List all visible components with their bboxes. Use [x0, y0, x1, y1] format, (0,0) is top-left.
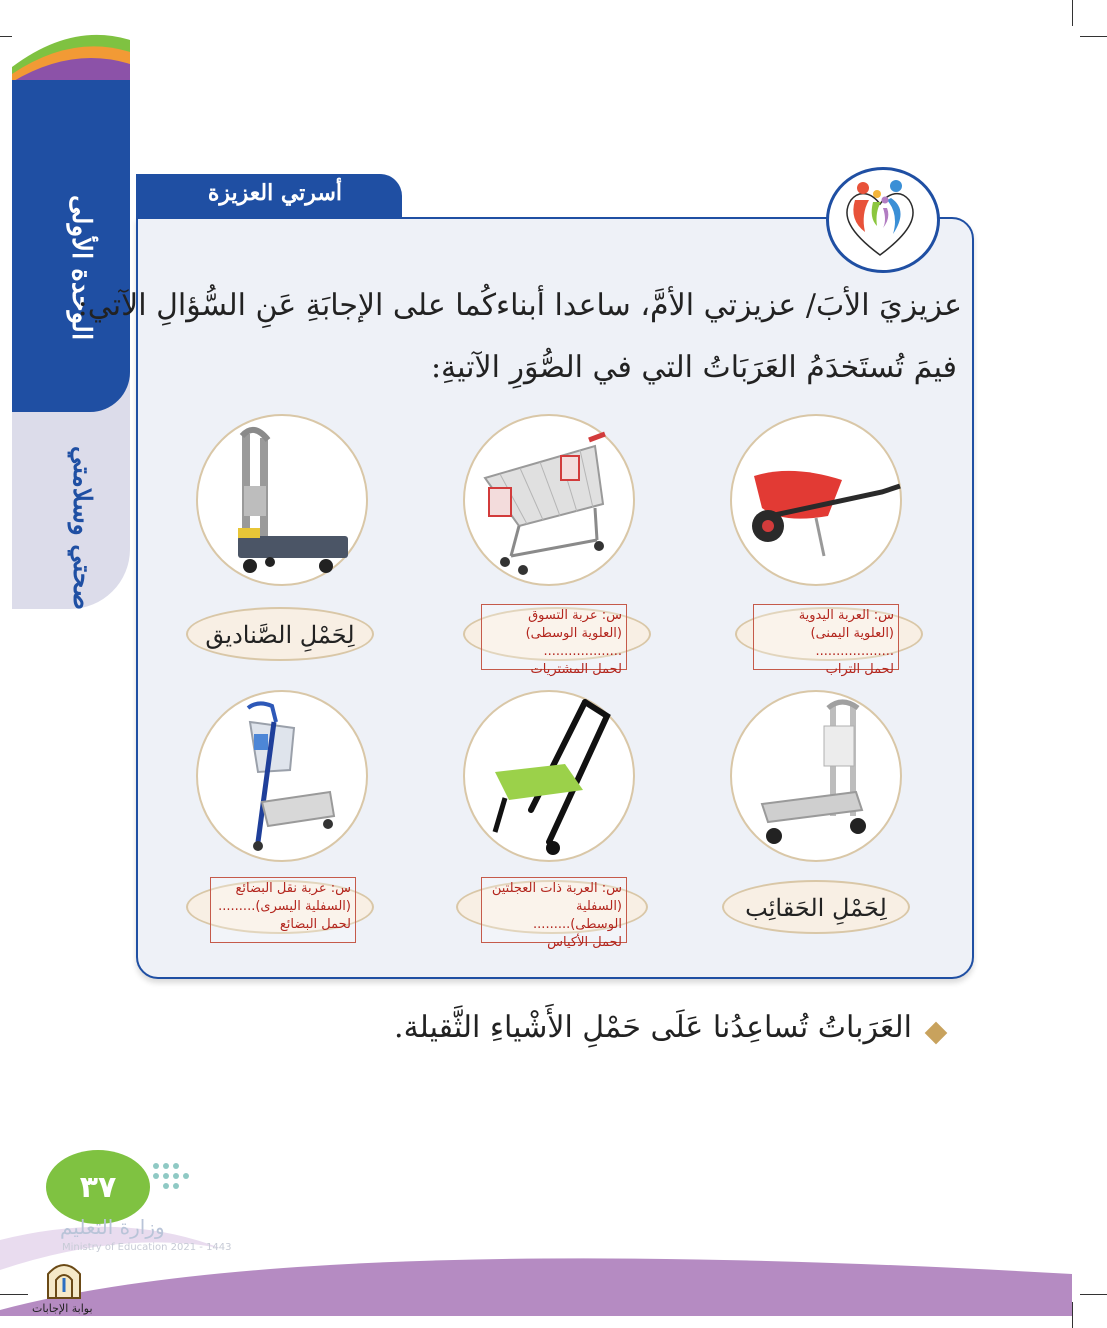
theme-label: صحتي وسلامتي [68, 445, 97, 610]
answer-question: س: العربة ذات العجلتين [491, 881, 622, 896]
answer-box [210, 877, 356, 943]
unit-label: الوحدة الأولى [66, 194, 96, 340]
page-number-bubble [46, 1150, 150, 1224]
ministry-year: 2021 - 1443 [170, 1242, 232, 1253]
answer-question: س: عربة التسوق (العلوية الوسطى) [525, 608, 622, 641]
item-label: لِحَمْلِ الحَقائِب [745, 894, 887, 922]
answer-box [481, 604, 627, 677]
shopping-cart-image [463, 414, 635, 586]
activity-panel [136, 217, 974, 979]
answer-dots: (السفلية الوسطى)......... [533, 899, 622, 932]
answer-dots: (السفلية اليسرى)......... [218, 899, 351, 914]
ministry-dots-icon [150, 1160, 190, 1196]
summary-note: العَرَباتُ تُساعِدُنا عَلَى حَمْلِ الأَشْياءِ الثَّقيلة. [394, 1010, 912, 1045]
wheelbarrow-image [730, 414, 902, 586]
ministry-english: Ministry of Education [62, 1242, 168, 1253]
portal-logo-icon [44, 1256, 84, 1300]
family-icon [826, 167, 940, 273]
answer-box [753, 604, 899, 677]
answer-text: لحمل البضائع [279, 917, 351, 932]
section-title: أسرتي العزيزة [207, 180, 342, 206]
label-oval [186, 607, 374, 661]
ministry-subtitle [62, 1242, 232, 1253]
question-line-2: فيمَ تُستَخدَمُ العَرَبَاتُ التي في الصُّوَرِ الآتيةِ: [430, 350, 957, 385]
crop-mark [1080, 36, 1107, 37]
item-label: لِحَمْلِ الصَّناديق [205, 621, 355, 649]
flatbed-trolley-image [196, 414, 368, 586]
two-wheel-dolly-image [463, 690, 635, 862]
answer-question: س: عربة نقل البضائع [235, 881, 351, 896]
question-line-1: عزيزيَ الأبَ/ عزيزتي الأمَّ، ساعدا أبناءكُما على الإجابَةِ عَنِ السُّؤالِ الآتي: [77, 288, 962, 323]
crop-mark [1080, 1294, 1107, 1295]
answer-dots: ................... [543, 644, 622, 659]
answer-dots: ................... [815, 644, 894, 659]
crop-mark [1072, 0, 1073, 26]
luggage-trolley-image [730, 690, 902, 862]
answer-text: لحمل التراب [825, 662, 894, 677]
bullet-diamond-icon [925, 1022, 948, 1045]
label-oval [722, 880, 910, 934]
answer-text: لحمل الأكياس [547, 935, 622, 950]
ministry-name: وزارة التعليم [60, 1215, 165, 1239]
answer-question: س: العربة اليدوية (العلوية اليمنى) [798, 608, 894, 641]
answer-box [481, 877, 627, 950]
page-number: ٣٧ [79, 1170, 117, 1205]
answer-text: لحمل المشتريات [530, 662, 622, 677]
portal-name: بوابة الإجابات [32, 1302, 93, 1315]
crop-mark [1072, 1302, 1073, 1328]
cargo-cart-image [196, 690, 368, 862]
section-tab [136, 174, 402, 218]
